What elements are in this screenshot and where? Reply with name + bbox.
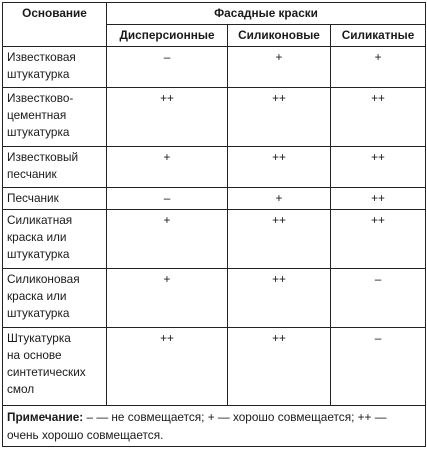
note-text: – — не совмещается; + — хорошо совмещается; ++ — очень хорошо совмещается. <box>7 410 387 442</box>
table-row <box>3 147 426 188</box>
base-name-line: синтетических <box>7 365 86 379</box>
table-row <box>3 269 426 328</box>
base-name-line: смол <box>7 382 35 396</box>
base-name-line: Силиконовая <box>7 272 80 286</box>
table-row <box>3 47 426 88</box>
header-col-silicone: Силиконовые <box>228 25 331 47</box>
compat-value-cell: ++ <box>228 210 331 269</box>
base-name-line: Известковый <box>7 150 79 164</box>
compat-value-cell: – <box>331 328 426 406</box>
table-row <box>3 188 426 210</box>
base-name-cell <box>3 147 107 188</box>
base-name-line: штукатурка <box>7 247 70 261</box>
base-name-line: штукатурка <box>7 67 70 81</box>
base-name-cell <box>3 88 107 147</box>
base-name-line: краска или <box>7 230 67 244</box>
note-cell <box>3 406 426 447</box>
base-name-cell <box>3 328 107 406</box>
base-name-line: Песчаник <box>7 191 59 205</box>
compat-value-cell: + <box>228 188 331 210</box>
base-name-cell <box>3 188 107 210</box>
table-row <box>3 328 426 406</box>
base-name-line: краска или <box>7 289 67 303</box>
compat-value-cell: ++ <box>331 147 426 188</box>
base-name-line: штукатурка <box>7 125 70 139</box>
compatibility-table <box>2 2 426 447</box>
compat-value-cell: + <box>107 269 228 328</box>
base-name-line: на основе <box>7 348 62 362</box>
compat-value-cell: – <box>331 269 426 328</box>
header-group: Фасадные краски <box>107 3 426 25</box>
base-name-line: штукатурка <box>7 306 70 320</box>
base-name-line: Известковая <box>7 50 76 64</box>
compat-value-cell: ++ <box>331 210 426 269</box>
compat-value-cell: ++ <box>228 147 331 188</box>
compat-value-cell: ++ <box>228 88 331 147</box>
base-name-line: Силикатная <box>7 213 73 227</box>
compat-value-cell: ++ <box>228 269 331 328</box>
compat-value-cell: + <box>107 147 228 188</box>
compat-value-cell: ++ <box>107 88 228 147</box>
table-body <box>3 47 426 406</box>
note-row <box>3 406 426 447</box>
compat-value-cell: ++ <box>331 188 426 210</box>
compat-value-cell: + <box>107 210 228 269</box>
compat-value-cell: ++ <box>331 88 426 147</box>
table-row <box>3 210 426 269</box>
header-row-top <box>3 3 426 25</box>
base-name-cell <box>3 269 107 328</box>
base-name-cell <box>3 210 107 269</box>
compat-value-cell: – <box>107 188 228 210</box>
base-name-line: Штукатурка <box>7 331 71 345</box>
compat-value-cell: + <box>228 47 331 88</box>
compat-value-cell: + <box>331 47 426 88</box>
base-name-line: цементная <box>7 108 67 122</box>
compat-value-cell: ++ <box>107 328 228 406</box>
base-name-cell <box>3 47 107 88</box>
note-label: Примечание: <box>7 410 84 424</box>
compat-value-cell: – <box>107 47 228 88</box>
header-col-silicate: Силикатные <box>331 25 426 47</box>
header-col-dispersion: Дисперсионные <box>107 25 228 47</box>
header-base: Основание <box>3 3 107 47</box>
compat-value-cell: ++ <box>228 328 331 406</box>
base-name-line: песчаник <box>7 167 57 181</box>
table-row <box>3 88 426 147</box>
base-name-line: Известково- <box>7 91 74 105</box>
